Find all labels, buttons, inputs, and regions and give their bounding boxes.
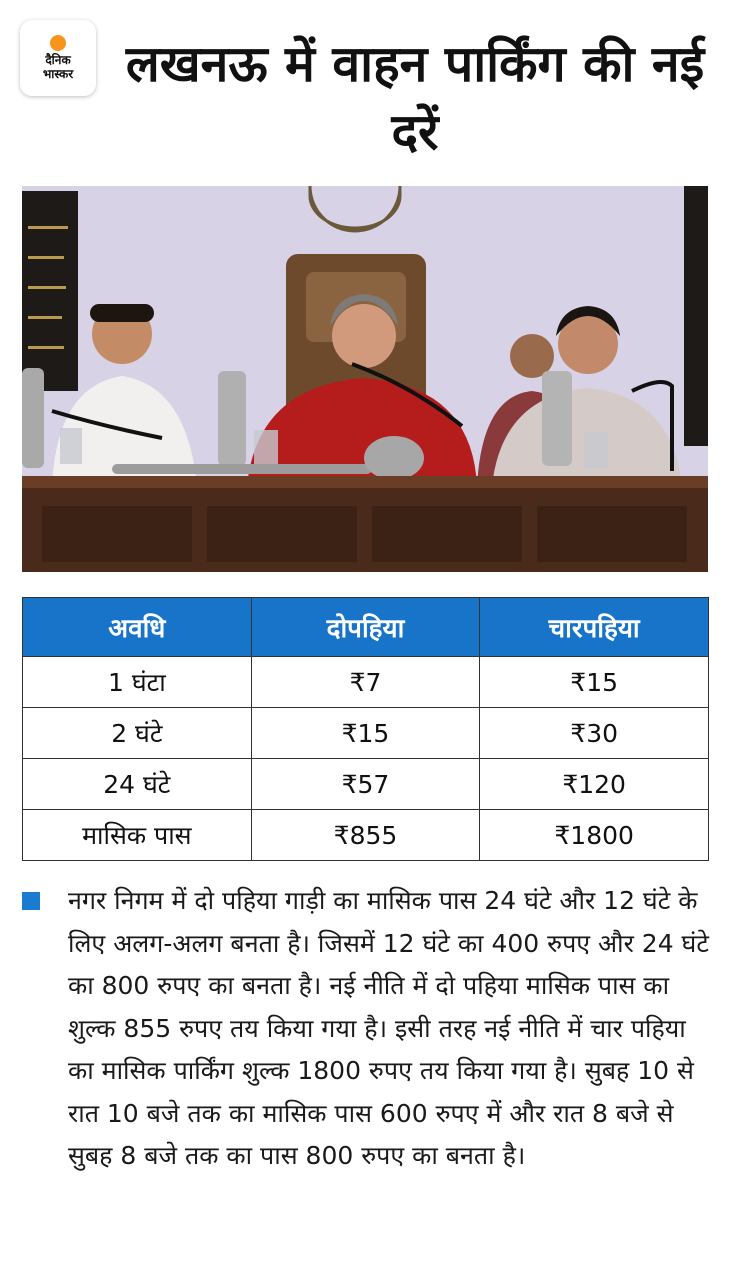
meeting-photo: [22, 186, 708, 572]
cell-four-wheeler: ₹120: [480, 759, 709, 810]
cell-four-wheeler: ₹30: [480, 708, 709, 759]
table-header-row: [23, 598, 709, 657]
page-title: लखनऊ में वाहन पार्किंग की नई दरें: [125, 35, 705, 161]
dainik-bhaskar-logo: [20, 20, 96, 96]
table-row: [23, 657, 709, 708]
table-row: [23, 708, 709, 759]
square-bullet-icon: [22, 892, 40, 910]
header-two-wheeler: दोपहिया: [251, 598, 480, 657]
logo-line-1: दैनिक: [45, 53, 71, 67]
header-four-wheeler: चारपहिया: [480, 598, 709, 657]
cell-duration: 24 घंटे: [23, 759, 252, 810]
info-note: [22, 880, 712, 1178]
parking-rates-table: [22, 597, 709, 861]
header-duration: अवधि: [23, 598, 252, 657]
cell-duration: 1 घंटा: [23, 657, 252, 708]
note-text: नगर निगम में दो पहिया गाड़ी का मासिक पास 24 घंटे और 12 घंटे के लिए अलग-अलग बनता है। जिसमें 12 घंटे का 400 रुपए और 24 घंटे का 800 रुपए का बनता है। नई नीति में दो पहिया मासिक पास का शुल्क 855 रुपए तय किया गया है। इसी तरह नई नीति में चार पहिया का मासिक पार्किंग शुल्क 1800 रुपए तय किया गया है। सुबह 10 से रात 10 बजे तक का मासिक पास 600 रुपए में और रात 8 बजे से सुबह 8 बजे तक का पास 800 रुपए का बनता है।: [68, 886, 709, 1170]
cell-two-wheeler: ₹7: [251, 657, 480, 708]
cell-two-wheeler: ₹15: [251, 708, 480, 759]
cell-two-wheeler: ₹57: [251, 759, 480, 810]
cell-duration: 2 घंटे: [23, 708, 252, 759]
table-row: [23, 759, 709, 810]
cell-four-wheeler: ₹15: [480, 657, 709, 708]
cell-duration: मासिक पास: [23, 810, 252, 861]
cell-two-wheeler: ₹855: [251, 810, 480, 861]
table-row: [23, 810, 709, 861]
sun-icon: [50, 35, 66, 51]
logo-line-2: भास्कर: [42, 67, 74, 81]
cell-four-wheeler: ₹1800: [480, 810, 709, 861]
